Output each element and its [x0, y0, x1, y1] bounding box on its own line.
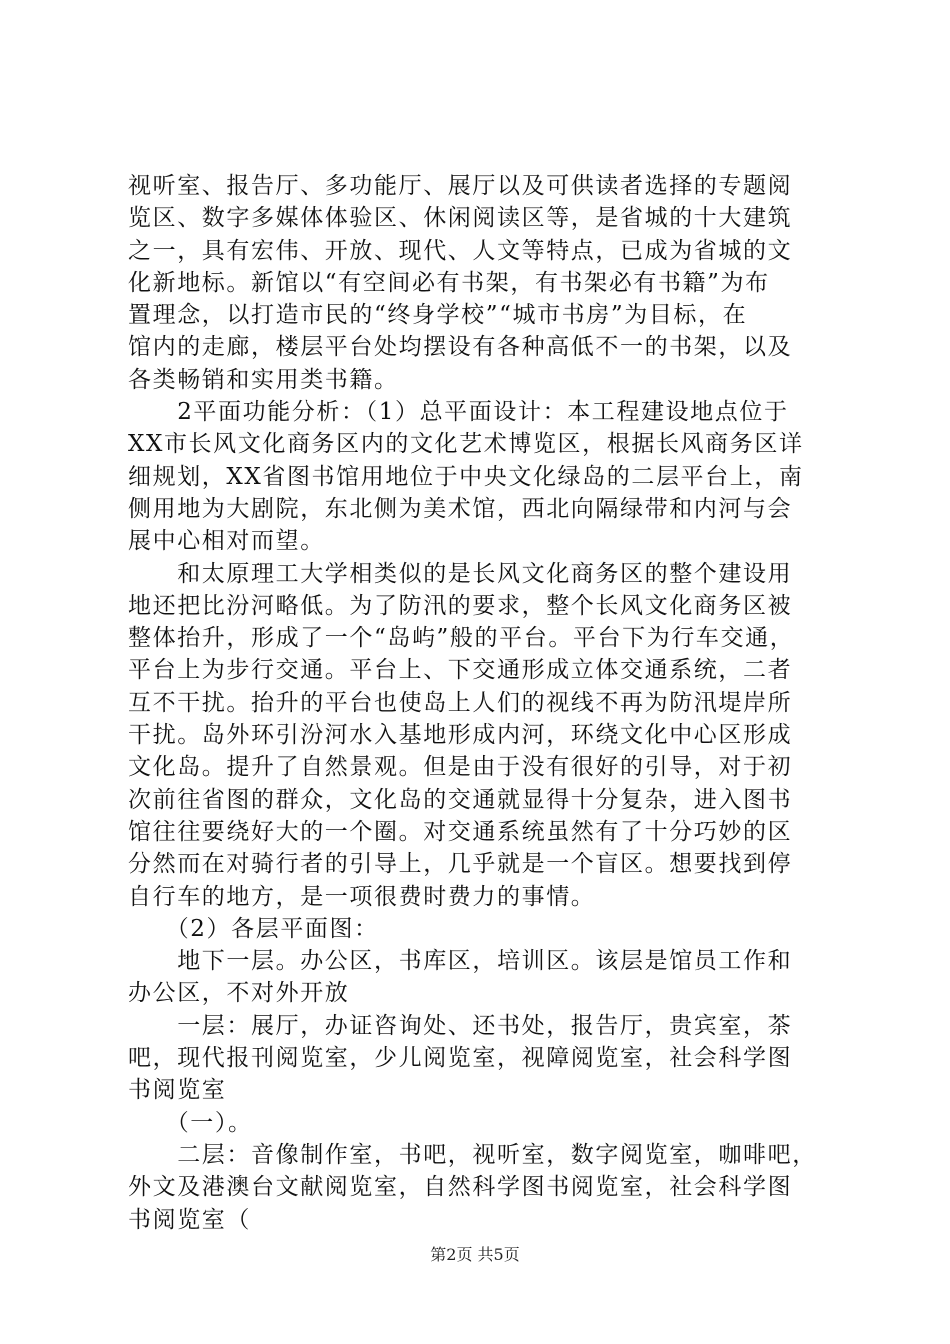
text-line: （一）。 [128, 1109, 253, 1136]
text-line: 各类畅销和实用类书籍。 [128, 366, 399, 393]
text-line: 书阅览室 [128, 1077, 227, 1104]
text-line: 地下一层。办公区，书库区，培训区。该层是馆员工作和 [128, 948, 793, 975]
text-line: 办公区，不对外开放 [128, 980, 350, 1007]
text-line: 之一，具有宏伟、开放、现代、人文等特点，已成为省城的文 [128, 237, 793, 264]
text-line: 平台上为步行交通。平台上、下交通形成立体交通系统，二者 [128, 657, 793, 684]
text-line: 视听室、报告厅、多功能厅、展厅以及可供读者选择的专题阅 [128, 173, 793, 199]
text-line: 一层：展厅，办证咨询处、还书处，报告厅，贵宾室，茶 [128, 1012, 793, 1039]
text-line: 览区、数字多媒体体验区、休闲阅读区等，是省城的十大建筑 [128, 205, 793, 232]
body-text [128, 170, 828, 1236]
text-line: 和太原理工大学相类似的是长风文化商务区的整个建设用 [128, 560, 793, 587]
text-line: 馆内的走廊，楼层平台处均摆设有各种高低不一的书架，以及 [128, 334, 793, 361]
text-line: 干扰。岛外环引汾河水入基地形成内河，环绕文化中心区形成 [128, 722, 793, 749]
text-line: 展中心相对而望。 [128, 528, 325, 555]
text-line: 互不干扰。抬升的平台也使岛上人们的视线不再为防汛堤岸所 [128, 689, 793, 716]
text-line: 2平面功能分析：（1）总平面设计：本工程建设地点位于 [128, 399, 789, 426]
text-line: 细规划，XX省图书馆用地位于中央文化绿岛的二层平台上，南 [128, 463, 804, 490]
text-line: 馆往往要绕好大的一个圈。对交通系统虽然有了十分巧妙的区 [128, 818, 793, 845]
text-line: 次前往省图的群众，文化岛的交通就显得十分复杂，进入图书 [128, 786, 793, 813]
text-line: 分然而在对骑行者的引导上，几乎就是一个盲区。想要找到停 [128, 851, 793, 878]
text-line: 整体抬升，形成了一个“岛屿”般的平台。平台下为行车交通， [128, 625, 795, 652]
text-line: 二层：音像制作室，书吧，视听室，数字阅览室，咖啡吧， [128, 1141, 817, 1168]
text-line: 置理念，以打造市民的“终身学校”“城市书房”为目标，在 [128, 302, 748, 329]
text-line: 侧用地为大剧院，东北侧为美术馆，西北向隔绿带和内河与会 [128, 495, 793, 522]
text-line: 书阅览室（ [128, 1206, 251, 1233]
text-line: 文化岛。提升了自然景观。但是由于没有很好的引导，对于初 [128, 754, 793, 781]
text-line: 外文及港澳台文献阅览室，自然科学图书阅览室，社会科学图 [128, 1174, 793, 1201]
text-line: （2）各层平面图： [128, 915, 379, 942]
text-line: 化新地标。新馆以“有空间必有书架，有书架必有书籍”为布 [128, 269, 770, 296]
text-line: 吧，现代报刊阅览室，少儿阅览室，视障阅览室，社会科学图 [128, 1045, 793, 1072]
text-line: 自行车的地方，是一项很费时费力的事情。 [128, 883, 596, 910]
page-footer: 第2页 共5页 [430, 1245, 520, 1264]
text-line: 地还把比汾河略低。为了防汛的要求，整个长风文化商务区被 [128, 592, 793, 619]
text-line: XX市长风文化商务区内的文化艺术博览区，根据长风商务区详 [128, 431, 804, 458]
